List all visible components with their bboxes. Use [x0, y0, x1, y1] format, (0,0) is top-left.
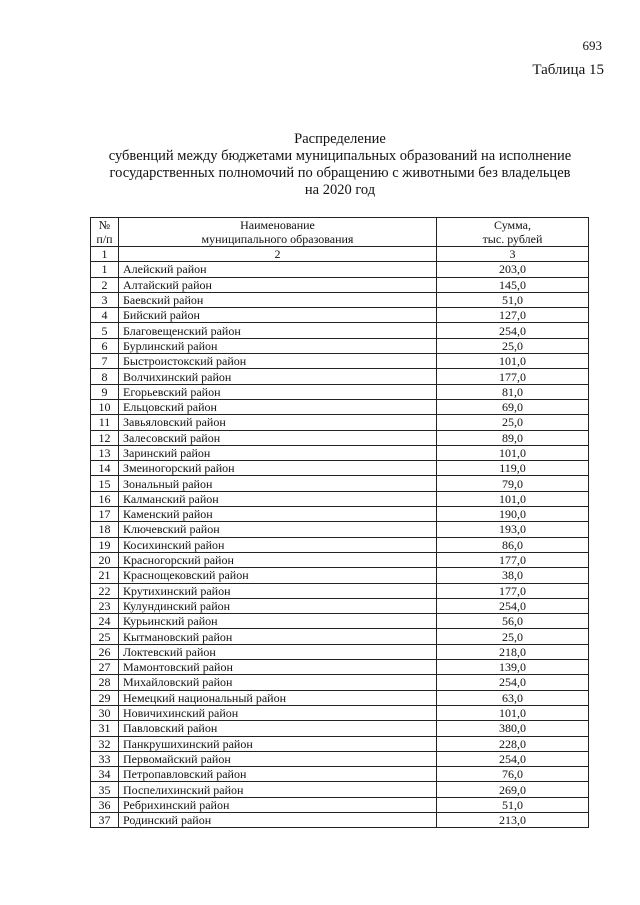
row-name-cell: Бийский район: [119, 308, 437, 323]
table-body: [91, 262, 589, 828]
row-sum-cell: 56,0: [437, 614, 589, 629]
row-sum-cell: 101,0: [437, 445, 589, 460]
row-sum-cell: 69,0: [437, 399, 589, 414]
header-num: [91, 218, 119, 247]
column-number-row: [91, 247, 589, 262]
row-sum-cell: 38,0: [437, 568, 589, 583]
table-row: [91, 415, 589, 430]
row-sum-cell: 254,0: [437, 675, 589, 690]
row-sum-cell: 218,0: [437, 644, 589, 659]
row-sum-cell: 101,0: [437, 491, 589, 506]
title-line-1: Распределение: [294, 131, 386, 147]
row-sum-cell: 254,0: [437, 751, 589, 766]
row-name-cell: Бурлинский район: [119, 338, 437, 353]
row-number-cell: 6: [91, 338, 119, 353]
table-row: [91, 507, 589, 522]
row-number-cell: 16: [91, 491, 119, 506]
row-number-cell: 34: [91, 767, 119, 782]
table-row: [91, 552, 589, 567]
table-row: [91, 782, 589, 797]
table-row: [91, 644, 589, 659]
header-row: [91, 218, 589, 247]
row-sum-cell: 86,0: [437, 537, 589, 552]
header-sum: [437, 218, 589, 247]
row-number-cell: 1: [91, 262, 119, 277]
row-number-cell: 18: [91, 522, 119, 537]
header-num-line2: п/п: [96, 232, 113, 246]
header-name-line2: муниципального образования: [201, 232, 354, 246]
row-number-cell: 7: [91, 354, 119, 369]
header-name-line1: Наименование: [240, 218, 315, 232]
row-name-cell: Алейский район: [119, 262, 437, 277]
row-number-cell: 25: [91, 629, 119, 644]
row-sum-cell: 25,0: [437, 629, 589, 644]
row-name-cell: Первомайский район: [119, 751, 437, 766]
row-number-cell: 8: [91, 369, 119, 384]
row-name-cell: Крутихинский район: [119, 583, 437, 598]
row-number-cell: 21: [91, 568, 119, 583]
row-name-cell: Каменский район: [119, 507, 437, 522]
table-row: [91, 369, 589, 384]
row-name-cell: Панкрушихинский район: [119, 736, 437, 751]
row-sum-cell: 76,0: [437, 767, 589, 782]
row-number-cell: 17: [91, 507, 119, 522]
row-number-cell: 24: [91, 614, 119, 629]
table-row: [91, 767, 589, 782]
row-sum-cell: 203,0: [437, 262, 589, 277]
row-number-cell: 29: [91, 690, 119, 705]
table-row: [91, 797, 589, 812]
row-sum-cell: 25,0: [437, 338, 589, 353]
row-number-cell: 9: [91, 384, 119, 399]
table-row: [91, 354, 589, 369]
row-name-cell: Заринский район: [119, 445, 437, 460]
row-name-cell: Кулундинский район: [119, 598, 437, 613]
row-name-cell: Кытмановский район: [119, 629, 437, 644]
table-row: [91, 384, 589, 399]
table-row: [91, 812, 589, 827]
row-number-cell: 23: [91, 598, 119, 613]
row-number-cell: 37: [91, 812, 119, 827]
row-sum-cell: 190,0: [437, 507, 589, 522]
row-number-cell: 13: [91, 445, 119, 460]
row-name-cell: Ребрихинский район: [119, 797, 437, 812]
row-name-cell: Змеиногорский район: [119, 461, 437, 476]
row-sum-cell: 145,0: [437, 277, 589, 292]
row-sum-cell: 269,0: [437, 782, 589, 797]
row-sum-cell: 139,0: [437, 660, 589, 675]
row-name-cell: Красногорский район: [119, 552, 437, 567]
row-sum-cell: 101,0: [437, 705, 589, 720]
row-number-cell: 32: [91, 736, 119, 751]
row-name-cell: Новичихинский район: [119, 705, 437, 720]
table-row: [91, 323, 589, 338]
table-row: [91, 430, 589, 445]
row-number-cell: 19: [91, 537, 119, 552]
row-name-cell: Зональный район: [119, 476, 437, 491]
table-row: [91, 308, 589, 323]
header-sum-line1: Сумма,: [494, 218, 531, 232]
row-name-cell: Егорьевский район: [119, 384, 437, 399]
table-row: [91, 736, 589, 751]
title-line-3: государственных полномочий по обращению с животными без владельцев: [109, 165, 571, 181]
row-name-cell: Ельцовский район: [119, 399, 437, 414]
row-sum-cell: 177,0: [437, 552, 589, 567]
page-number: 693: [582, 38, 602, 53]
distribution-table: [90, 217, 589, 828]
row-number-cell: 28: [91, 675, 119, 690]
row-name-cell: Волчихинский район: [119, 369, 437, 384]
row-name-cell: Баевский район: [119, 292, 437, 307]
row-number-cell: 31: [91, 721, 119, 736]
row-sum-cell: 81,0: [437, 384, 589, 399]
title-line-4: на 2020 год: [304, 182, 376, 198]
header-num-line1: №: [98, 218, 111, 232]
row-number-cell: 20: [91, 552, 119, 567]
row-name-cell: Косихинский район: [119, 537, 437, 552]
row-name-cell: Калманский район: [119, 491, 437, 506]
header-sum-line2: тыс. рублей: [482, 232, 543, 246]
row-number-cell: 2: [91, 277, 119, 292]
column-number-2: 2: [119, 247, 437, 262]
row-sum-cell: 254,0: [437, 323, 589, 338]
table-row: [91, 476, 589, 491]
row-number-cell: 33: [91, 751, 119, 766]
row-name-cell: Поспелихинский район: [119, 782, 437, 797]
row-number-cell: 5: [91, 323, 119, 338]
row-sum-cell: 101,0: [437, 354, 589, 369]
row-sum-cell: 213,0: [437, 812, 589, 827]
table-row: [91, 399, 589, 414]
table-row: [91, 445, 589, 460]
row-number-cell: 27: [91, 660, 119, 675]
row-sum-cell: 25,0: [437, 415, 589, 430]
row-sum-cell: 380,0: [437, 721, 589, 736]
table-row: [91, 568, 589, 583]
row-name-cell: Залесовский район: [119, 430, 437, 445]
row-name-cell: Благовещенский район: [119, 323, 437, 338]
header-name: [119, 218, 437, 247]
row-sum-cell: 79,0: [437, 476, 589, 491]
row-number-cell: 36: [91, 797, 119, 812]
table-row: [91, 690, 589, 705]
row-number-cell: 26: [91, 644, 119, 659]
table-row: [91, 583, 589, 598]
table-row: [91, 660, 589, 675]
row-number-cell: 10: [91, 399, 119, 414]
table-row: [91, 277, 589, 292]
row-name-cell: Петропавловский район: [119, 767, 437, 782]
row-number-cell: 11: [91, 415, 119, 430]
row-name-cell: Немецкий национальный район: [119, 690, 437, 705]
table-row: [91, 262, 589, 277]
row-number-cell: 12: [91, 430, 119, 445]
table-label: Таблица 15: [532, 62, 604, 78]
row-number-cell: 4: [91, 308, 119, 323]
row-name-cell: Алтайский район: [119, 277, 437, 292]
row-number-cell: 3: [91, 292, 119, 307]
row-number-cell: 35: [91, 782, 119, 797]
row-sum-cell: 119,0: [437, 461, 589, 476]
row-number-cell: 15: [91, 476, 119, 491]
row-name-cell: Завьяловский район: [119, 415, 437, 430]
table-row: [91, 614, 589, 629]
row-number-cell: 14: [91, 461, 119, 476]
document-title: [90, 131, 590, 199]
row-sum-cell: 51,0: [437, 292, 589, 307]
row-name-cell: Локтевский район: [119, 644, 437, 659]
row-name-cell: Ключевский район: [119, 522, 437, 537]
row-name-cell: Быстроистокский район: [119, 354, 437, 369]
row-name-cell: Мамонтовский район: [119, 660, 437, 675]
column-number-1: 1: [91, 247, 119, 262]
table-row: [91, 705, 589, 720]
table-row: [91, 461, 589, 476]
row-number-cell: 30: [91, 705, 119, 720]
row-name-cell: Павловский район: [119, 721, 437, 736]
table-row: [91, 537, 589, 552]
row-name-cell: Родинский район: [119, 812, 437, 827]
row-name-cell: Курьинский район: [119, 614, 437, 629]
table-row: [91, 675, 589, 690]
table-row: [91, 629, 589, 644]
row-sum-cell: 177,0: [437, 583, 589, 598]
table-row: [91, 751, 589, 766]
column-number-3: 3: [437, 247, 589, 262]
row-sum-cell: 193,0: [437, 522, 589, 537]
table-row: [91, 721, 589, 736]
row-sum-cell: 51,0: [437, 797, 589, 812]
table-row: [91, 598, 589, 613]
row-sum-cell: 89,0: [437, 430, 589, 445]
table-row: [91, 491, 589, 506]
table-row: [91, 338, 589, 353]
title-line-2: субвенций между бюджетами муниципальных образований на исполнение: [108, 148, 572, 164]
row-sum-cell: 63,0: [437, 690, 589, 705]
row-name-cell: Краснощековский район: [119, 568, 437, 583]
row-sum-cell: 177,0: [437, 369, 589, 384]
row-sum-cell: 127,0: [437, 308, 589, 323]
row-name-cell: Михайловский район: [119, 675, 437, 690]
row-sum-cell: 254,0: [437, 598, 589, 613]
table-row: [91, 292, 589, 307]
row-number-cell: 22: [91, 583, 119, 598]
row-sum-cell: 228,0: [437, 736, 589, 751]
table-row: [91, 522, 589, 537]
